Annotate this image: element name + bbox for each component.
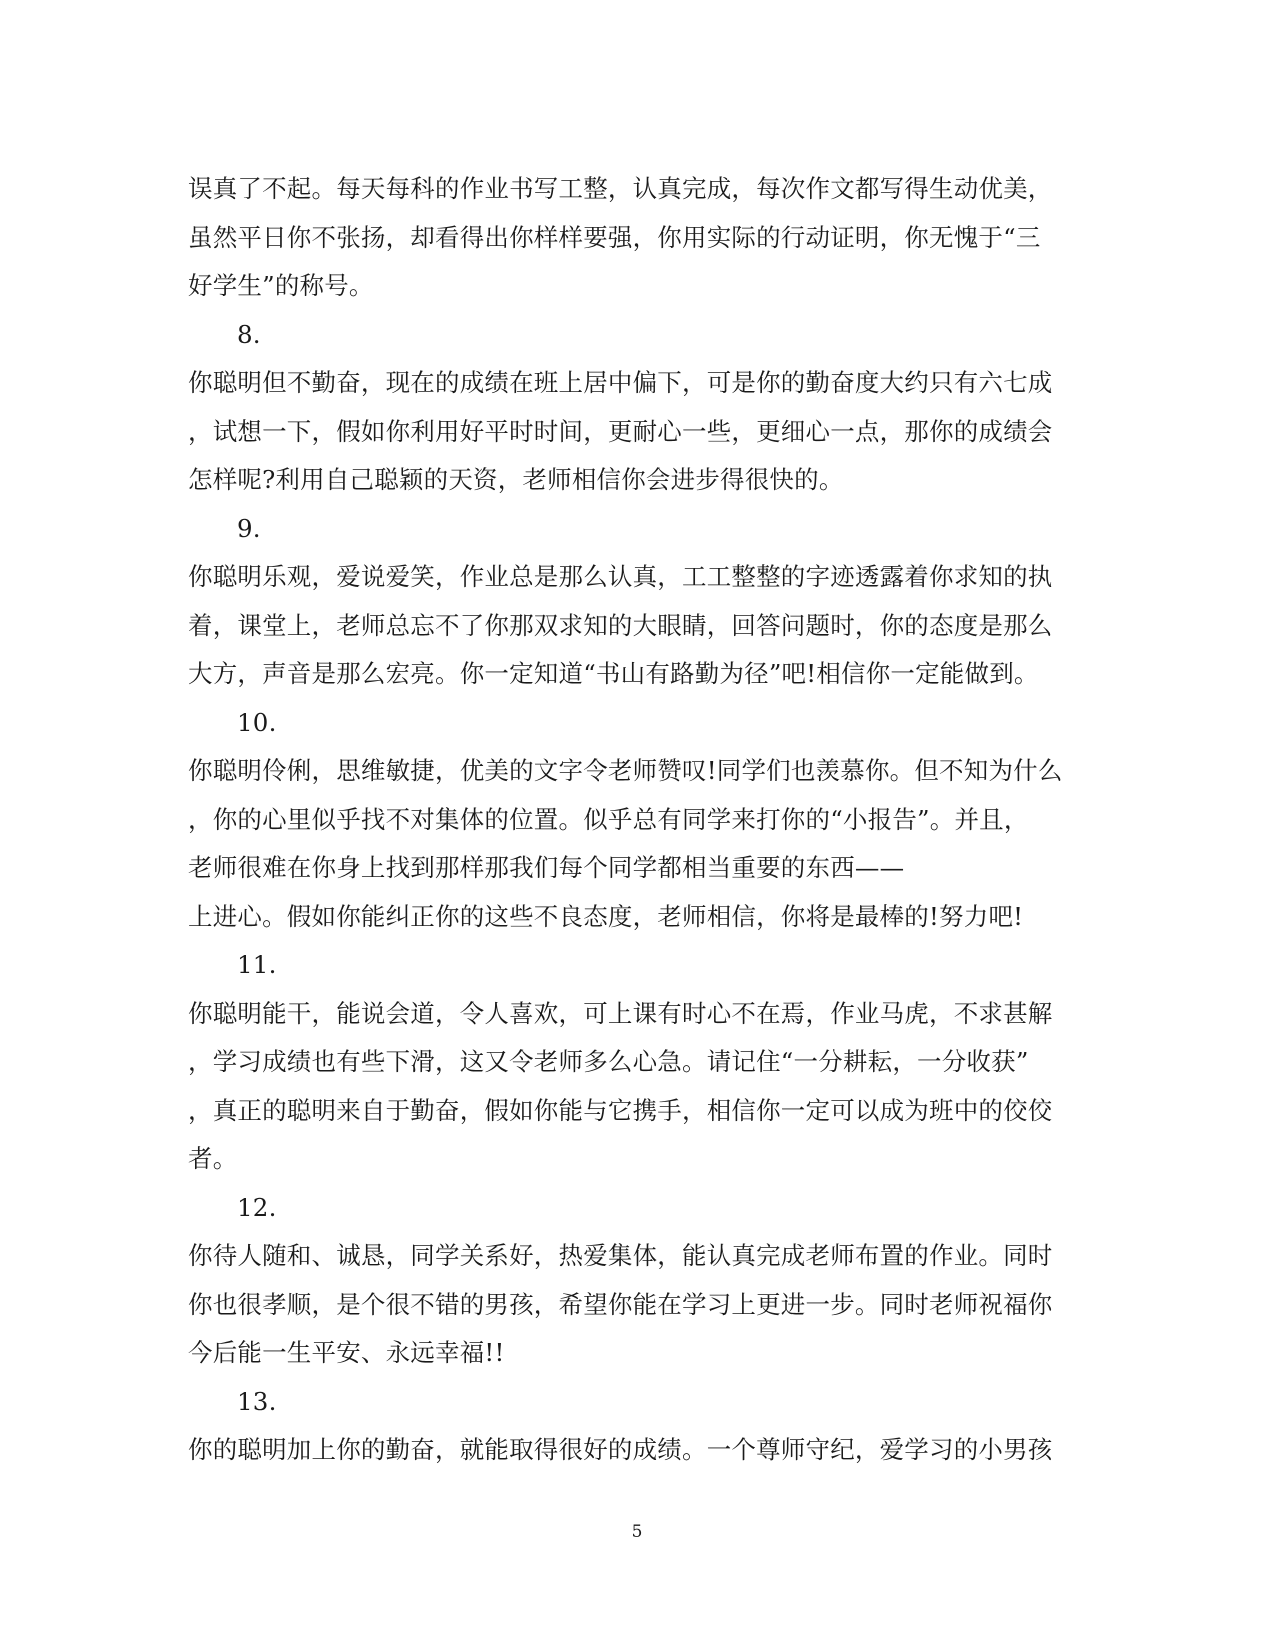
- text-line: 虽然平日你不张扬，却看得出你样样要强，你用实际的行动证明，你无愧于“三: [188, 222, 1041, 252]
- item-number: 10.: [237, 707, 277, 737]
- item-number: 11.: [237, 950, 277, 979]
- text-line: 你聪明伶俐，思维敏捷，优美的文字令老师赞叹!同学们也羡慕你。但不知为什么: [188, 756, 1063, 785]
- text-line: ，学习成绩也有些下滑，这又令老师多么心急。请记住“一分耕耘，一分收获”: [188, 1047, 1029, 1076]
- text-line: 你聪明能干，能说会道，令人喜欢，可上课有时心不在焉，作业马虎，不求甚解: [188, 998, 1053, 1028]
- item-number: 12.: [237, 1192, 277, 1222]
- text-line: 你也很孝顺，是个很不错的男孩，希望你能在学习上更进一步。同时老师祝福你: [188, 1289, 1053, 1319]
- text-line: 误真了不起。每天每科的作业书写工整，认真完成，每次作文都写得生动优美，: [188, 174, 1053, 203]
- text-line: 怎样呢?利用自己聪颖的天资，老师相信你会进步得很快的。: [188, 465, 844, 494]
- item-number: 8.: [237, 319, 261, 349]
- text-line: 你的聪明加上你的勤奋，就能取得很好的成绩。一个尊师守纪，爱学习的小男孩: [188, 1435, 1053, 1464]
- text-line: 今后能一生平安、永远幸福!!: [188, 1338, 505, 1367]
- text-line: 你待人随和、诚恳，同学关系好，热爱集体，能认真完成老师布置的作业。同时: [188, 1241, 1053, 1270]
- text-line: 上进心。假如你能纠正你的这些不良态度，老师相信，你将是最棒的!努力吧!: [188, 901, 1024, 931]
- document-body: [188, 165, 1088, 1475]
- text-line: 好学生”的称号。: [188, 271, 374, 300]
- text-line: 你聪明但不勤奋，现在的成绩在班上居中偏下，可是你的勤奋度大约只有六七成: [188, 368, 1053, 397]
- item-number: 9.: [237, 513, 261, 543]
- text-line: ，真正的聪明来自于勤奋，假如你能与它携手，相信你一定可以成为班中的佼佼: [188, 1095, 1053, 1125]
- item-number: 13.: [237, 1386, 277, 1416]
- text-line: 着，课堂上，老师总忘不了你那双求知的大眼睛，回答问题时，你的态度是那么: [188, 610, 1053, 640]
- text-line: ，你的心里似乎找不对集体的位置。似乎总有同学来打你的“小报告”。并且，: [188, 804, 1029, 834]
- text-line: 你聪明乐观，爱说爱笑，作业总是那么认真，工工整整的字迹透露着你求知的执: [188, 562, 1053, 591]
- text-line: 老师很难在你身上找到那样那我们每个同学都相当重要的东西——: [188, 853, 905, 882]
- text-line: 者。: [188, 1144, 238, 1173]
- text-line: 大方，声音是那么宏亮。你一定知道“书山有路勤为径”吧!相信你一定能做到。: [188, 659, 1039, 688]
- text-line: ，试想一下，假如你利用好平时时间，更耐心一些，更细心一点，那你的成绩会: [188, 416, 1053, 446]
- page-number: 5: [631, 1522, 643, 1542]
